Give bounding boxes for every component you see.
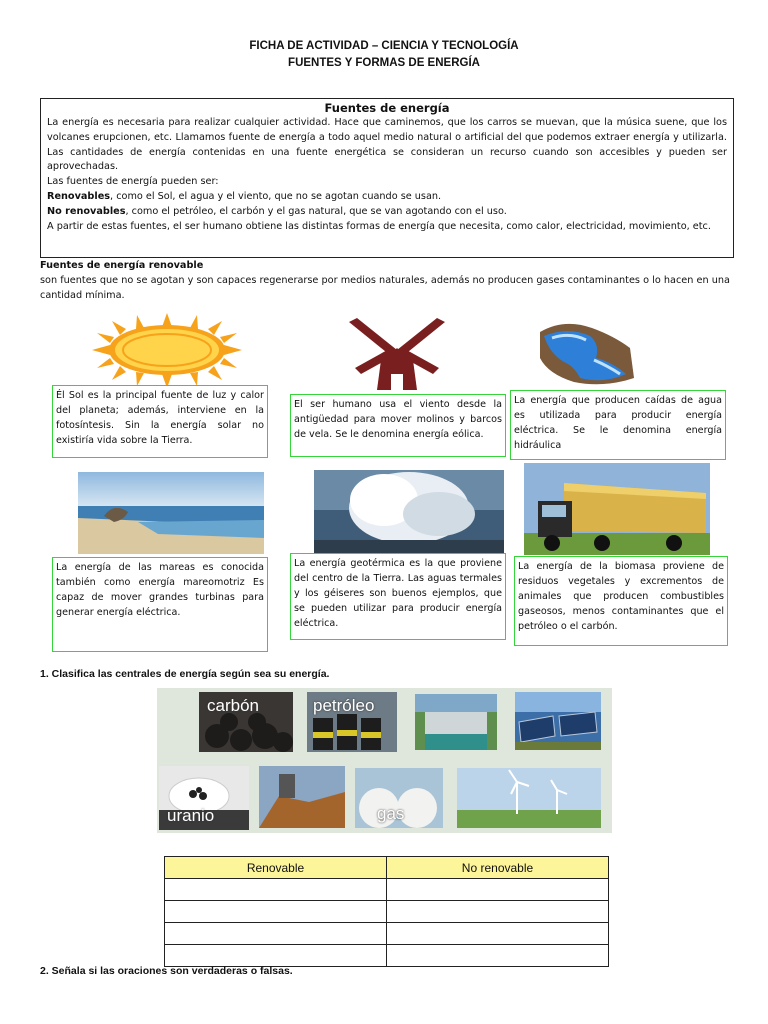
table-header-row	[165, 857, 609, 879]
uranium-photo	[159, 766, 249, 830]
gas-label: gas	[377, 804, 405, 823]
oil-barrels-photo	[307, 692, 397, 752]
header-nonrenewable: No renovable	[387, 857, 609, 879]
energy-plants-collage	[157, 688, 612, 833]
uranium-label: uranio	[167, 806, 215, 825]
solar-panels-photo	[515, 692, 601, 750]
infobox-paragraph-2: Las fuentes de energía pueden ser:	[47, 176, 219, 188]
table-cell[interactable]	[165, 945, 387, 967]
biomass-energy-card: La energía de la biomasa proviene de residuos vegetales y excrementos de animales que producen combustibles gaseosos, menos contaminantes que el petróleo o el carbón.	[514, 556, 728, 646]
renewable-text: , como el Sol, el agua y el viento, que no se agotan cuando se usan.	[110, 190, 442, 202]
gas-tanks-photo	[355, 768, 443, 828]
wind-turbines-photo	[457, 768, 601, 828]
nonrenewable-term: No renovables	[47, 205, 126, 217]
table-cell[interactable]	[387, 901, 609, 923]
table-cell[interactable]	[165, 923, 387, 945]
infobox-paragraph-1: La energía es necesaria para realizar cualquier actividad. Hace que caminemos, que los carros se muevan, que la música suene, que los volcanes erupcionen, etc. Llamamos fuente de energía a todo aquel medio natural o artificial del que podemos extraer energía y utilizarla. Las cantidades de energía contenidas en una fuente energética se consideran un recurso cuando son accesibles y pueden ser aprovechadas.	[47, 117, 727, 173]
beach-photo	[78, 472, 264, 554]
coal-photo	[199, 692, 293, 752]
renewable-term: Renovables	[47, 190, 111, 202]
worksheet-title: FICHA DE ACTIVIDAD – CIENCIA Y TECNOLOGÍA	[249, 40, 519, 52]
classification-table	[164, 856, 609, 967]
biomass-pile-photo	[259, 766, 345, 828]
infobox-nonrenewable-line	[47, 205, 727, 220]
geyser-photo	[314, 470, 504, 554]
waterfall-icon	[534, 318, 638, 390]
table-cell[interactable]	[165, 879, 387, 901]
table-cell[interactable]	[387, 923, 609, 945]
table-row	[165, 945, 609, 967]
wind-energy-card: El ser humano usa el viento desde la antigüedad para mover molinos y barcos de vela. Se le denomina energía eólica.	[290, 394, 506, 457]
hydro-dam-photo	[415, 694, 497, 750]
table-cell[interactable]	[165, 901, 387, 923]
question-1: 1. Clasifica las centrales de energía según sea su energía.	[40, 668, 330, 680]
table-cell[interactable]	[387, 945, 609, 967]
sun-icon	[92, 313, 242, 388]
biomass-truck-photo	[524, 463, 710, 555]
renewable-heading: Fuentes de energía renovable	[40, 260, 204, 271]
tidal-energy-card: La energía de las mareas es conocida también como energía mareomotriz Es capaz de mover grandes turbinas para generar energía eléctrica.	[52, 557, 268, 652]
table-row	[165, 901, 609, 923]
infobox-renewable-line	[47, 190, 727, 205]
geothermal-energy-card: La energía geotérmica es la que proviene del centro de la Tierra. Las aguas termales y los géiseres son buenos ejemplos, que se pueden utilizar para producir energía eléctrica.	[290, 553, 506, 640]
energy-sources-infobox	[40, 98, 734, 258]
infobox-title: Fuentes de energía	[324, 101, 450, 115]
worksheet-subtitle: FUENTES Y FORMAS DE ENERGÍA	[288, 57, 480, 69]
table-row	[165, 879, 609, 901]
header-renewable: Renovable	[165, 857, 387, 879]
windmill-icon	[347, 318, 447, 390]
renewable-intro: son fuentes que no se agotan y son capaces regenerarse por medios naturales, además no producen gases contaminantes o lo hacen en una cantidad mínima.	[40, 275, 730, 301]
coal-label: carbón	[207, 696, 259, 715]
nonrenewable-text: , como el petróleo, el carbón y el gas natural, que se van agotando con el uso.	[125, 205, 507, 217]
table-row	[165, 923, 609, 945]
solar-energy-card: Él Sol es la principal fuente de luz y calor del planeta; además, interviene en la fotosíntesis. Sin la energía solar no existiría vida sobre la Tierra.	[52, 385, 268, 458]
question-2: 2. Señala si las oraciones son verdaderas o falsas.	[40, 965, 293, 977]
infobox-paragraph-3: A partir de estas fuentes, el ser humano obtiene las distintas formas de energía que necesita, como calor, electricidad, movimiento, etc.	[47, 220, 711, 232]
oil-label: petróleo	[313, 696, 375, 715]
hydro-energy-card: La energía que producen caídas de agua es utilizada para producir energía eléctrica. Se le denomina energía hidráulica	[510, 390, 726, 460]
table-cell[interactable]	[387, 879, 609, 901]
